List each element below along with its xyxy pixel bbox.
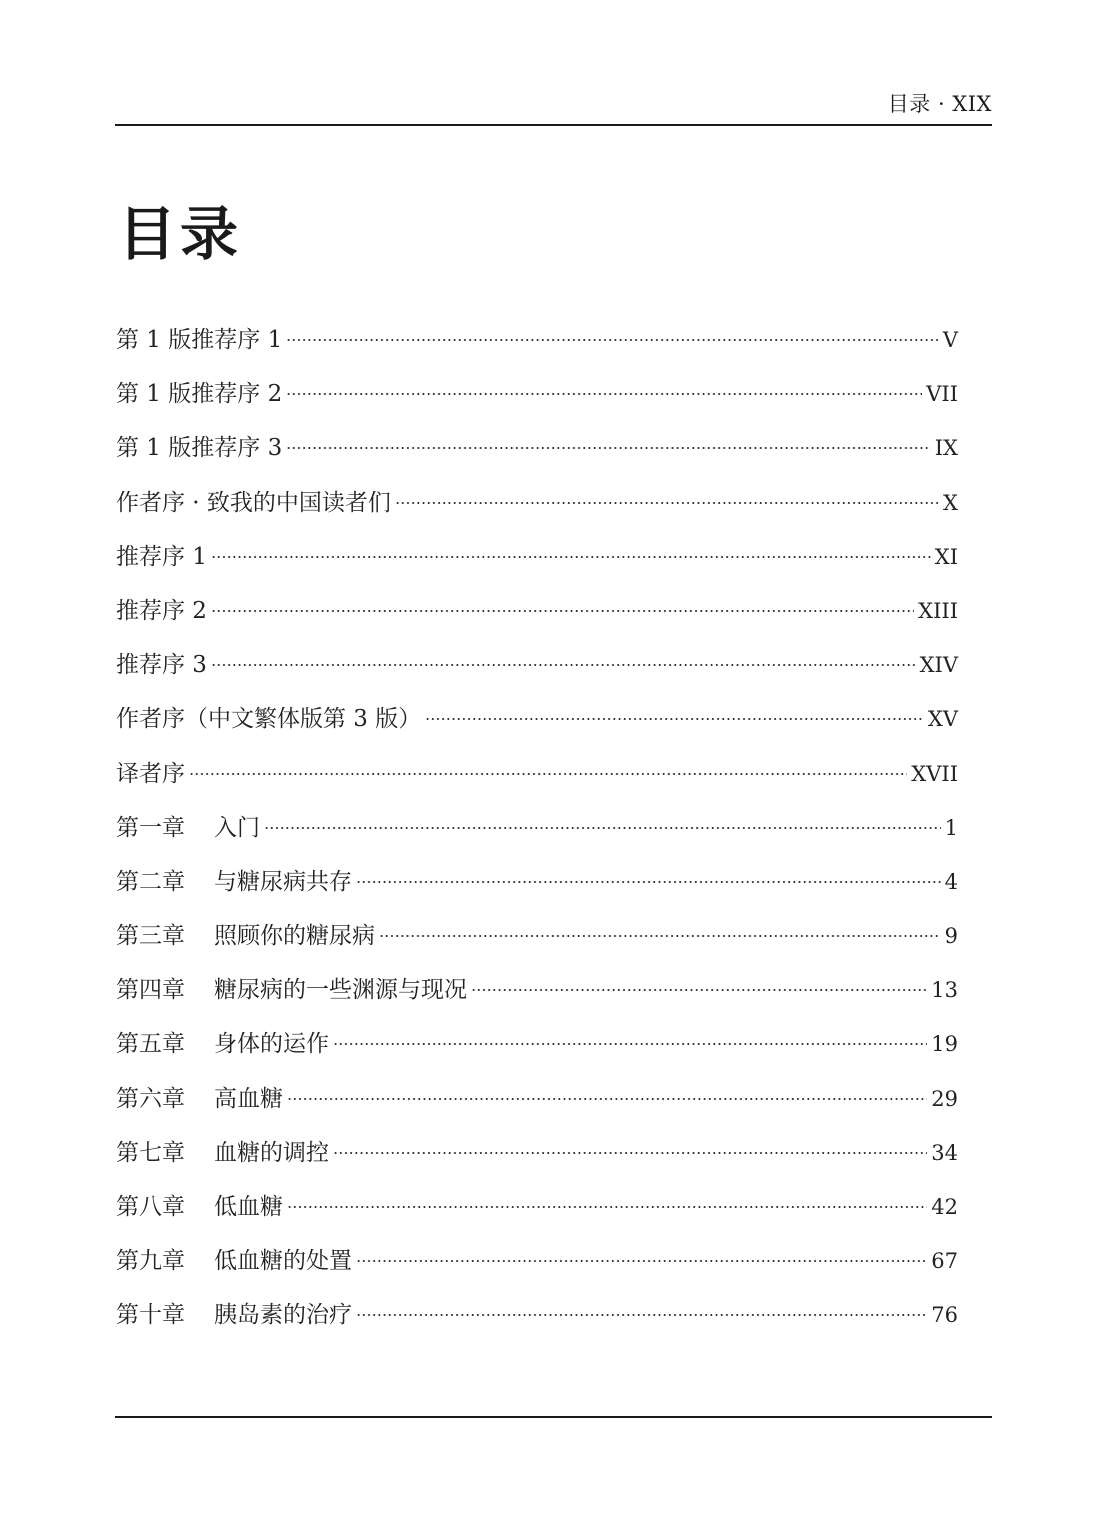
toc-list — [116, 318, 958, 1348]
toc-page-number: 29 — [931, 1086, 958, 1111]
toc-page-number: X — [943, 490, 958, 515]
toc-chapter-number: 第十章 — [116, 1302, 185, 1329]
toc-entry[interactable] — [116, 752, 958, 806]
toc-chapter-number: 第四章 — [116, 977, 185, 1004]
toc-chapter-number: 第六章 — [116, 1085, 185, 1112]
toc-chapter-number: 第七章 — [116, 1139, 185, 1166]
toc-entry[interactable] — [116, 697, 958, 751]
toc-page-number: XIV — [919, 653, 958, 678]
toc-entry-title — [116, 318, 282, 362]
toc-entry-label: 胰岛素的治疗 — [214, 1302, 352, 1329]
toc-page-number: 42 — [931, 1195, 958, 1219]
toc-entry[interactable] — [116, 1185, 958, 1239]
toc-entry[interactable] — [116, 914, 958, 968]
dot-leader — [333, 1152, 927, 1154]
toc-entry[interactable] — [116, 860, 958, 914]
toc-entry-label: 身体的运作 — [214, 1031, 329, 1058]
toc-entry[interactable] — [116, 806, 958, 860]
toc-entry-label: 译者序 — [116, 760, 185, 787]
toc-page-number: 67 — [931, 1249, 958, 1274]
toc-page-number: 4 — [944, 869, 958, 894]
toc-entry-label: 与糖尿病共存 — [214, 868, 352, 895]
toc-entry[interactable] — [116, 318, 958, 372]
toc-page-number: XI — [934, 544, 958, 569]
toc-entry-title — [116, 1022, 329, 1066]
toc-entry-title — [116, 752, 185, 796]
toc-entry-title — [116, 806, 260, 850]
dot-leader — [287, 1206, 927, 1208]
toc-entry-title — [116, 426, 282, 470]
toc-entry-title — [116, 697, 421, 741]
toc-entry-label: 糖尿病的一些渊源与现况 — [214, 977, 467, 1004]
toc-entry-title — [116, 535, 207, 579]
toc-page-number: XV — [927, 707, 958, 732]
toc-entry-label: 作者序（中文繁体版第 3 版） — [116, 706, 422, 733]
toc-entry-title — [116, 1293, 352, 1337]
toc-page-number: 13 — [931, 978, 958, 1003]
toc-entry[interactable] — [116, 1239, 958, 1293]
toc-entry[interactable] — [116, 1293, 958, 1347]
toc-entry-title — [116, 643, 207, 687]
toc-entry-label: 推荐序 3 — [116, 652, 207, 679]
toc-page-number: 9 — [944, 924, 958, 949]
toc-entry-title — [116, 1185, 283, 1229]
dot-leader — [264, 827, 941, 829]
toc-entry[interactable] — [116, 426, 958, 480]
toc-entry-label: 推荐序 2 — [116, 597, 207, 624]
toc-entry-label: 高血糖 — [214, 1085, 283, 1112]
dot-leader — [286, 447, 931, 449]
toc-entry[interactable] — [116, 372, 958, 426]
toc-page-number: V — [942, 328, 958, 352]
toc-entry-label: 低血糖 — [214, 1194, 283, 1220]
toc-entry-label: 入门 — [214, 814, 260, 841]
toc-entry-label: 推荐序 1 — [116, 543, 207, 570]
toc-entry-title — [116, 914, 375, 958]
dot-leader — [471, 989, 927, 991]
dot-leader — [356, 1314, 927, 1316]
toc-entry-label: 低血糖的处置 — [214, 1248, 352, 1275]
toc-entry-label: 第 1 版推荐序 2 — [116, 381, 283, 408]
toc-chapter-number: 第八章 — [116, 1194, 185, 1220]
header-divider — [115, 124, 992, 126]
page-title: 目录 — [118, 200, 243, 268]
toc-page-number: VII — [926, 382, 958, 407]
toc-entry-title — [116, 968, 467, 1012]
dot-leader — [286, 339, 939, 341]
toc-page-number: 19 — [931, 1032, 958, 1057]
toc-page-number: XVII — [911, 761, 958, 786]
toc-page-number: IX — [934, 436, 958, 461]
running-header: 目录 · XIX — [887, 92, 992, 116]
toc-entry[interactable] — [116, 968, 958, 1022]
toc-chapter-number: 第五章 — [116, 1031, 185, 1058]
footer-divider — [115, 1416, 992, 1418]
toc-entry[interactable] — [116, 1077, 958, 1131]
dot-leader — [211, 610, 914, 612]
dot-leader — [333, 1043, 927, 1045]
toc-entry[interactable] — [116, 1131, 958, 1185]
dot-leader — [286, 393, 922, 395]
dot-leader — [287, 1098, 927, 1100]
toc-entry[interactable] — [116, 589, 958, 643]
toc-entry-title — [116, 860, 352, 904]
toc-entry[interactable] — [116, 1022, 958, 1076]
toc-chapter-number: 第三章 — [116, 923, 185, 950]
dot-leader — [379, 935, 941, 937]
dot-leader — [425, 718, 924, 720]
toc-page-number: 76 — [931, 1303, 958, 1328]
dot-leader — [356, 881, 941, 883]
dot-leader — [189, 773, 907, 775]
toc-entry[interactable] — [116, 643, 958, 697]
toc-page-number: XIII — [918, 598, 958, 623]
dot-leader — [395, 502, 939, 504]
dot-leader — [211, 664, 916, 666]
toc-entry-label: 作者序 · 致我的中国读者们 — [116, 489, 391, 516]
toc-entry-title — [116, 1077, 283, 1121]
toc-chapter-number: 第九章 — [116, 1248, 185, 1275]
toc-entry[interactable] — [116, 481, 958, 535]
dot-leader — [356, 1260, 927, 1262]
toc-entry-title — [116, 1239, 352, 1283]
toc-entry-label: 照顾你的糖尿病 — [214, 923, 375, 950]
toc-page-number: 1 — [944, 815, 958, 840]
toc-entry-label: 第 1 版推荐序 1 — [116, 327, 283, 353]
toc-entry-label: 第 1 版推荐序 3 — [116, 435, 283, 462]
toc-entry-title — [116, 589, 207, 633]
toc-chapter-number: 第一章 — [116, 814, 185, 841]
toc-entry-title — [116, 481, 391, 525]
toc-page-number: 34 — [931, 1140, 958, 1165]
toc-entry-title — [116, 372, 282, 416]
dot-leader — [211, 556, 931, 558]
toc-entry-label: 血糖的调控 — [214, 1139, 329, 1166]
toc-entry-title — [116, 1131, 329, 1175]
toc-entry[interactable] — [116, 535, 958, 589]
toc-chapter-number: 第二章 — [116, 868, 185, 895]
